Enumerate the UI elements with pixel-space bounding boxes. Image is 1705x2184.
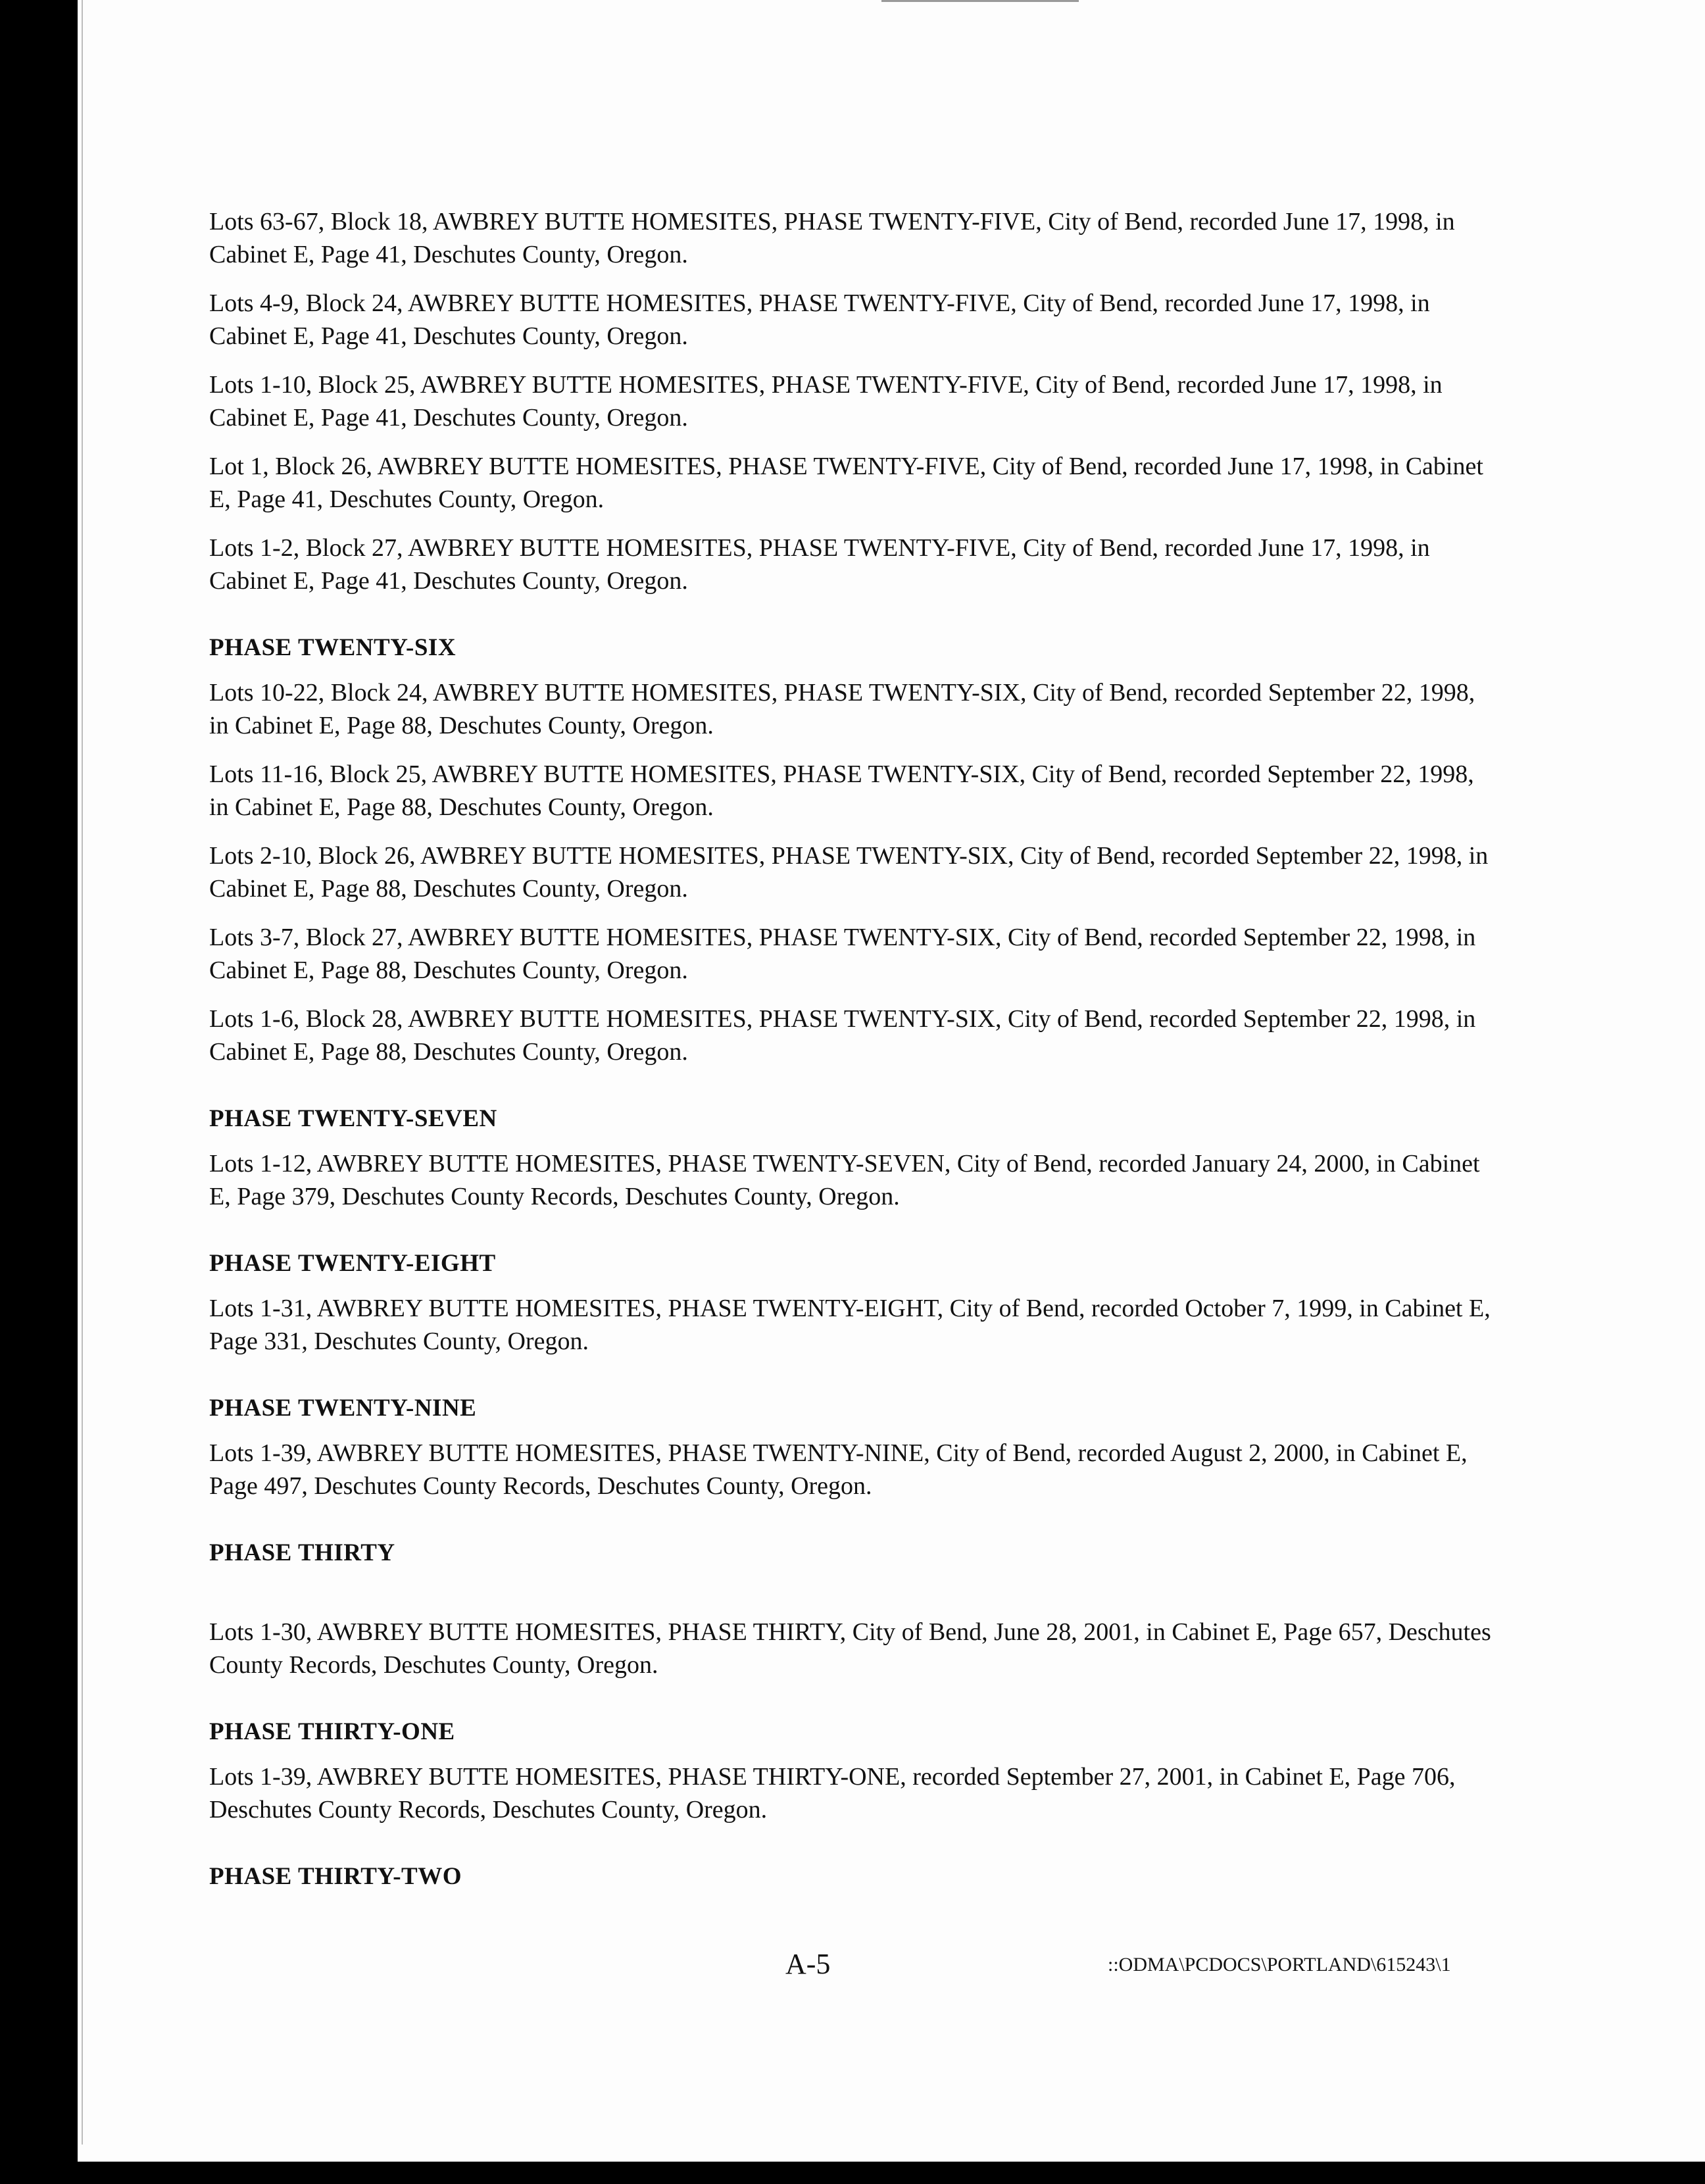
paragraph: Lot 1, Block 26, AWBREY BUTTE HOMESITES, PHASE TWENTY-FIVE, City of Bend, recorded June 17, 1998, in Cabinet E, Page 41, Deschutes County, Oregon. (209, 453, 1483, 513)
section-heading: PHASE TWENTY-NINE (209, 1395, 477, 1422)
paragraph: Lots 1-10, Block 25, AWBREY BUTTE HOMESITES, PHASE TWENTY-FIVE, City of Bend, recorded June 17, 1998, in Cabinet E, Page 41, Deschutes County, Oregon. (209, 371, 1443, 432)
paragraph: Lots 1-39, AWBREY BUTTE HOMESITES, PHASE TWENTY-NINE, City of Bend, recorded August 2, 2000, in Cabinet E, Page 497, Deschutes County Records, Deschutes County, Oregon. (209, 1439, 1468, 1500)
paragraph: Lots 4-9, Block 24, AWBREY BUTTE HOMESITES, PHASE TWENTY-FIVE, City of Bend, recorded June 17, 1998, in Cabinet E, Page 41, Deschutes County, Oregon. (209, 289, 1430, 350)
paragraph: Lots 3-7, Block 27, AWBREY BUTTE HOMESITES, PHASE TWENTY-SIX, City of Bend, recorded September 22, 1998, in Cabinet E, Page 88, Deschutes County, Oregon. (209, 924, 1476, 984)
scan-edge-line (82, 0, 83, 2145)
paragraph: Lots 11-16, Block 25, AWBREY BUTTE HOMESITES, PHASE TWENTY-SIX, City of Bend, recorded September 22, 1998, in Cabinet E, Page 88, Deschutes County, Oregon. (209, 760, 1474, 821)
paragraph: Lots 63-67, Block 18, AWBREY BUTTE HOMESITES, PHASE TWENTY-FIVE, City of Bend, recorded June 17, 1998, in Cabinet E, Page 41, Deschutes County, Oregon. (209, 208, 1455, 268)
page-number: A-5 (785, 1948, 831, 1980)
paragraph: Lots 1-39, AWBREY BUTTE HOMESITES, PHASE THIRTY-ONE, recorded September 27, 2001, in Cabinet E, Page 706, Deschutes County Records, Deschutes County, Oregon. (209, 1763, 1456, 1824)
section-heading: PHASE TWENTY-SEVEN (209, 1105, 497, 1132)
paragraph: Lots 1-31, AWBREY BUTTE HOMESITES, PHASE TWENTY-EIGHT, City of Bend, recorded October 7, 1999, in Cabinet E, Page 331, Deschutes County, Oregon. (209, 1295, 1491, 1355)
paragraph: Lots 1-12, AWBREY BUTTE HOMESITES, PHASE TWENTY-SEVEN, City of Bend, recorded January 24, 2000, in Cabinet E, Page 379, Deschutes County Records, Deschutes County, Oregon. (209, 1150, 1480, 1210)
section-heading: PHASE THIRTY (209, 1539, 395, 1566)
document-id: ::ODMA\PCDOCS\PORTLAND\615243\1 (1108, 1954, 1451, 1975)
document-body (209, 205, 1498, 1905)
section-heading: PHASE TWENTY-SIX (209, 634, 457, 661)
paragraph: Lots 1-30, AWBREY BUTTE HOMESITES, PHASE THIRTY, City of Bend, June 28, 2001, in Cabinet E, Page 657, Deschutes County Records, Deschutes County, Oregon. (209, 1618, 1491, 1679)
section-heading: PHASE TWENTY-EIGHT (209, 1250, 496, 1277)
paragraph: Lots 1-2, Block 27, AWBREY BUTTE HOMESITES, PHASE TWENTY-FIVE, City of Bend, recorded June 17, 1998, in Cabinet E, Page 41, Deschutes County, Oregon. (209, 534, 1430, 595)
paragraph: Lots 1-6, Block 28, AWBREY BUTTE HOMESITES, PHASE TWENTY-SIX, City of Bend, recorded September 22, 1998, in Cabinet E, Page 88, Deschutes County, Oregon. (209, 1005, 1476, 1066)
scan-artifact-line (881, 0, 1079, 2)
paragraph: Lots 2-10, Block 26, AWBREY BUTTE HOMESITES, PHASE TWENTY-SIX, City of Bend, recorded September 22, 1998, in Cabinet E, Page 88, Deschutes County, Oregon. (209, 842, 1489, 903)
paragraph: Lots 10-22, Block 24, AWBREY BUTTE HOMESITES, PHASE TWENTY-SIX, City of Bend, recorded September 22, 1998, in Cabinet E, Page 88, Deschutes County, Oregon. (209, 679, 1475, 739)
section-heading: PHASE THIRTY-ONE (209, 1718, 455, 1745)
section-heading: PHASE THIRTY-TWO (209, 1863, 462, 1890)
